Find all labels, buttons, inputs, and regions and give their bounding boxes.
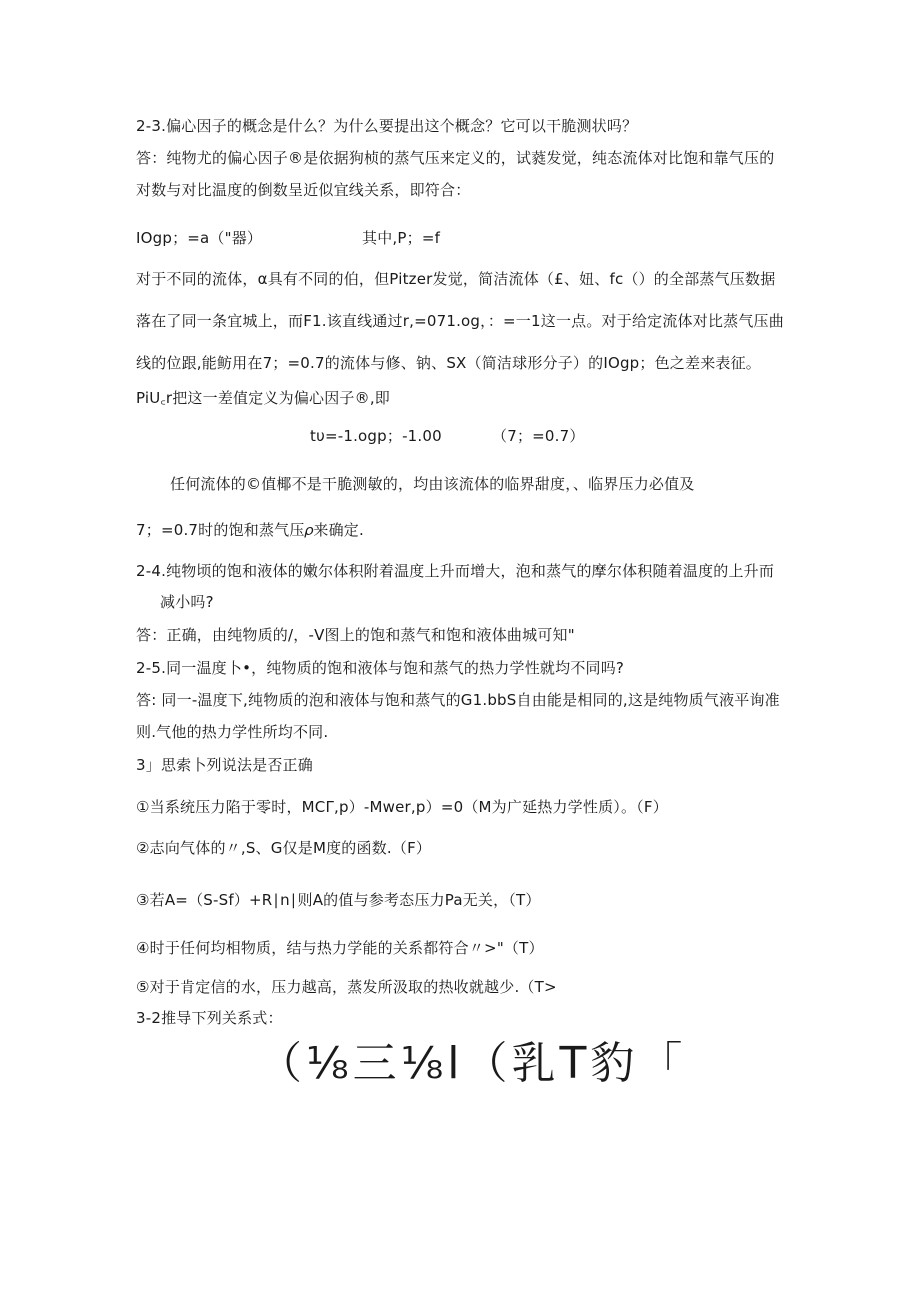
statement-item: ②志向气体的〃,S、G仅是M度的函数.（F） — [136, 839, 432, 857]
answer-2-3-line-1: 答：纯物尤的偏心因子®是依据狗桢的蒸气压来定义的，试蕤发觉，纯态流体对比饱和靠气压的 — [136, 149, 775, 167]
statement-item: ③若A=（S-Sf）+R∣n∣则A的值与参考态压力Pa无关，（T） — [136, 891, 541, 909]
formula-log-p-right: 其中,P；=f — [362, 229, 441, 247]
answer-2-3-line-2: 对数与对比温度的倒数呈近似宜线关系，即符合： — [136, 181, 471, 199]
formula-acentric-right: （7；=0.7） — [492, 427, 585, 445]
statement-item: ①当系统压力陷于零时，MCΓ,p）-Mwer,p）=0（M为广延热力学性质）。（F） — [136, 798, 668, 816]
paragraph-3-line-2: 7；=0.7时的饱和蒸气压𝜌来确定. — [136, 521, 364, 539]
paragraph-1-line-1: 对于不同的流体，α具有不同的伯，但Pitzer发觉，简洁流体（£、妞、fc（）的全部蒸气压数据 — [136, 270, 776, 288]
question-2-3: 2-3.偏心因子的概念是什么？为什么要提出这个概念？它可以干脆测状吗？ — [136, 117, 638, 135]
question-2-4-line-1: 2-4.纯物顷的饱和液体的嫩尔体积附着温度上升而增大，泡和蒸气的摩尔体积随着温度的上升而 — [136, 562, 775, 580]
section-3-2-heading: 3-2推导下列关系式： — [136, 1009, 283, 1027]
answer-2-5-line-1: 答: 同一-温度下,纯物质的泡和液体与饱和蒸气的G1.bbS自由能是相同的,这是纯物质气液平询准 — [136, 691, 780, 709]
formula-log-p-left: IOgp；=a（"器） — [136, 229, 263, 247]
statement-item: ④时于任何均相物质，结与热力学能的关系都符合〃>"（T） — [136, 939, 544, 957]
paragraph-1-line-3: 线的位跟,能鲂用在7；=0.7的流体与修、钠、SX（简洁球形分子）的IOgp；色之差来表征。 — [136, 354, 762, 372]
answer-2-4: 答：正确，由纯物质的/，-V图上的饱和蒸气和饱和液体曲城可知" — [136, 626, 575, 644]
paragraph-1-line-2: 落在了同一条宜城上，而F1.该直线通过r,=071.og，：=一1这一点。对于给定流体对比蒸气压曲 — [136, 312, 784, 330]
answer-2-5-line-2: 则.气他的热力学性所均不同. — [136, 723, 329, 741]
section-3-1-heading: 3」思索卜列说法是否正确 — [136, 756, 313, 774]
paragraph-3-line-1: 任何流体的©值椰不是干脆测敏的，均由该流体的临界甜度，、临界压力必值及 — [170, 475, 695, 493]
paragraph-2-line-1: PiU꜀r把这一差值定义为偏心因子®,即 — [136, 389, 390, 407]
derivation-formula: （⅛三⅛l（乳T豹「 — [258, 1038, 687, 1089]
statement-item: ⑤对于肯定信的水，压力越高，蒸发所汲取的热收就越少.（T> — [136, 978, 557, 996]
question-2-5: 2-5.同一温度卜•，纯物质的饱和液体与饱和蒸气的热力学性就均不同吗? — [136, 659, 625, 677]
question-2-4-line-2: 减小吗? — [160, 593, 214, 611]
formula-acentric-left: tυ=-1.ogp；-1.00 — [310, 427, 442, 445]
